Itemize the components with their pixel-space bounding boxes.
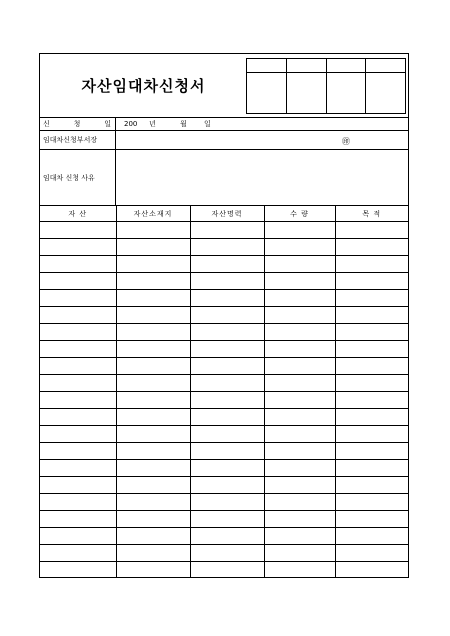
asset-lease-application-form xyxy=(39,53,409,578)
table-cell[interactable] xyxy=(116,426,190,443)
date-year-unit: 년 xyxy=(149,120,156,128)
table-cell[interactable] xyxy=(40,511,116,528)
table-cell[interactable] xyxy=(40,562,116,579)
table-cell[interactable] xyxy=(190,307,264,324)
table-cell[interactable] xyxy=(264,307,335,324)
table-cell[interactable] xyxy=(116,477,190,494)
table-cell[interactable] xyxy=(264,477,335,494)
table-row xyxy=(40,562,408,579)
table-cell[interactable] xyxy=(264,290,335,307)
table-cell[interactable] xyxy=(335,511,408,528)
table-cell[interactable] xyxy=(335,256,408,273)
approval-header-cell xyxy=(326,59,366,73)
table-cell[interactable] xyxy=(190,545,264,562)
approval-sign-cell[interactable] xyxy=(286,73,326,114)
divider xyxy=(40,149,408,150)
table-cell[interactable] xyxy=(116,392,190,409)
table-row xyxy=(40,494,408,511)
table-cell[interactable] xyxy=(116,324,190,341)
table-cell[interactable] xyxy=(190,256,264,273)
table-cell[interactable] xyxy=(335,494,408,511)
divider xyxy=(40,130,408,131)
table-row xyxy=(40,477,408,494)
table-cell[interactable] xyxy=(264,562,335,579)
column-header-asset: 자 산 xyxy=(40,206,116,222)
table-cell[interactable] xyxy=(190,239,264,256)
table-cell[interactable] xyxy=(40,222,116,239)
table-cell[interactable] xyxy=(335,222,408,239)
table-cell[interactable] xyxy=(40,443,116,460)
table-cell[interactable] xyxy=(335,307,408,324)
table-cell[interactable] xyxy=(116,443,190,460)
table-row xyxy=(40,443,408,460)
date-day-unit: 일 xyxy=(204,120,211,128)
table-row xyxy=(40,290,408,307)
table-cell[interactable] xyxy=(190,273,264,290)
label-column-divider xyxy=(115,117,116,205)
table-row xyxy=(40,375,408,392)
table-cell[interactable] xyxy=(264,375,335,392)
approval-sign-cell[interactable] xyxy=(326,73,366,114)
column-header-purpose: 목 적 xyxy=(335,206,408,222)
table-cell[interactable] xyxy=(40,528,116,545)
approval-header-cell xyxy=(366,59,406,73)
table-row xyxy=(40,358,408,375)
table-cell[interactable] xyxy=(116,273,190,290)
table-cell[interactable] xyxy=(116,341,190,358)
approval-sign-cell[interactable] xyxy=(366,73,406,114)
table-cell[interactable] xyxy=(264,256,335,273)
table-row xyxy=(40,511,408,528)
table-row xyxy=(40,324,408,341)
department-head-label: 임대차신청부서장 xyxy=(43,136,98,144)
table-cell[interactable] xyxy=(190,341,264,358)
divider xyxy=(40,117,408,118)
table-cell[interactable] xyxy=(335,477,408,494)
table-cell[interactable] xyxy=(40,273,116,290)
lease-reason-label: 임대차 신청 사유 xyxy=(43,174,95,182)
table-row xyxy=(40,528,408,545)
table-cell[interactable] xyxy=(335,375,408,392)
table-cell[interactable] xyxy=(264,511,335,528)
table-cell[interactable] xyxy=(190,426,264,443)
table-cell[interactable] xyxy=(190,358,264,375)
table-cell[interactable] xyxy=(190,562,264,579)
table-cell[interactable] xyxy=(40,239,116,256)
table-row xyxy=(40,273,408,290)
table-cell[interactable] xyxy=(335,290,408,307)
table-cell[interactable] xyxy=(264,528,335,545)
form-title: 자산임대차신청서 xyxy=(81,77,206,95)
seal-mark[interactable]: ㊞ xyxy=(342,137,350,146)
table-cell[interactable] xyxy=(190,460,264,477)
table-cell[interactable] xyxy=(335,426,408,443)
table-row xyxy=(40,341,408,358)
table-cell[interactable] xyxy=(40,358,116,375)
approval-box xyxy=(246,58,406,114)
table-cell[interactable] xyxy=(264,358,335,375)
table-cell[interactable] xyxy=(40,341,116,358)
table-cell[interactable] xyxy=(190,443,264,460)
table-cell[interactable] xyxy=(116,375,190,392)
application-date-label: 신 청 일 xyxy=(43,120,111,128)
table-row xyxy=(40,239,408,256)
asset-table xyxy=(40,205,408,578)
table-cell[interactable] xyxy=(116,460,190,477)
column-header-asset-name: 자산명력 xyxy=(190,206,264,222)
table-cell[interactable] xyxy=(116,511,190,528)
table-cell[interactable] xyxy=(116,528,190,545)
table-cell[interactable] xyxy=(190,392,264,409)
table-row xyxy=(40,307,408,324)
table-cell[interactable] xyxy=(190,477,264,494)
table-cell[interactable] xyxy=(335,443,408,460)
table-cell[interactable] xyxy=(40,460,116,477)
table-cell[interactable] xyxy=(264,545,335,562)
table-cell[interactable] xyxy=(264,324,335,341)
approval-header-cell xyxy=(286,59,326,73)
table-cell[interactable] xyxy=(116,545,190,562)
table-cell[interactable] xyxy=(335,528,408,545)
table-cell[interactable] xyxy=(264,426,335,443)
table-cell[interactable] xyxy=(116,222,190,239)
table-cell[interactable] xyxy=(40,477,116,494)
table-cell[interactable] xyxy=(335,545,408,562)
table-cell[interactable] xyxy=(335,239,408,256)
table-cell[interactable] xyxy=(116,256,190,273)
table-cell[interactable] xyxy=(116,562,190,579)
table-cell[interactable] xyxy=(40,256,116,273)
table-cell[interactable] xyxy=(264,460,335,477)
table-row xyxy=(40,222,408,239)
table-cell[interactable] xyxy=(190,409,264,426)
table-cell[interactable] xyxy=(40,375,116,392)
table-cell[interactable] xyxy=(40,426,116,443)
table-row xyxy=(40,392,408,409)
asset-table-body xyxy=(40,222,408,579)
table-cell[interactable] xyxy=(335,358,408,375)
table-row xyxy=(40,545,408,562)
table-cell[interactable] xyxy=(190,511,264,528)
table-cell[interactable] xyxy=(264,239,335,256)
table-cell[interactable] xyxy=(40,324,116,341)
table-cell[interactable] xyxy=(335,392,408,409)
table-cell[interactable] xyxy=(264,494,335,511)
table-cell[interactable] xyxy=(335,324,408,341)
approval-sign-cell[interactable] xyxy=(247,73,287,114)
table-cell[interactable] xyxy=(116,239,190,256)
table-cell[interactable] xyxy=(116,307,190,324)
table-cell[interactable] xyxy=(190,222,264,239)
table-row xyxy=(40,460,408,477)
table-cell[interactable] xyxy=(116,494,190,511)
table-cell[interactable] xyxy=(190,324,264,341)
table-cell[interactable] xyxy=(335,341,408,358)
table-row xyxy=(40,409,408,426)
table-cell[interactable] xyxy=(335,409,408,426)
table-cell[interactable] xyxy=(116,409,190,426)
table-cell[interactable] xyxy=(264,443,335,460)
table-cell[interactable] xyxy=(40,307,116,324)
table-cell[interactable] xyxy=(190,375,264,392)
table-cell[interactable] xyxy=(190,494,264,511)
table-cell[interactable] xyxy=(264,392,335,409)
table-row xyxy=(40,426,408,443)
table-cell[interactable] xyxy=(264,341,335,358)
table-cell[interactable] xyxy=(335,273,408,290)
table-cell[interactable] xyxy=(116,358,190,375)
table-cell[interactable] xyxy=(264,222,335,239)
table-cell[interactable] xyxy=(264,409,335,426)
table-cell[interactable] xyxy=(335,460,408,477)
date-year-prefix[interactable]: 200 xyxy=(124,120,138,128)
table-cell[interactable] xyxy=(40,290,116,307)
table-cell[interactable] xyxy=(190,528,264,545)
table-cell[interactable] xyxy=(190,290,264,307)
table-cell[interactable] xyxy=(40,545,116,562)
table-cell[interactable] xyxy=(264,273,335,290)
table-cell[interactable] xyxy=(335,562,408,579)
table-cell[interactable] xyxy=(116,290,190,307)
column-header-location: 자산소재지 xyxy=(116,206,190,222)
date-month-unit: 월 xyxy=(180,120,187,128)
table-cell[interactable] xyxy=(40,392,116,409)
approval-header-cell xyxy=(247,59,287,73)
table-cell[interactable] xyxy=(40,494,116,511)
table-cell[interactable] xyxy=(40,409,116,426)
column-header-quantity: 수 량 xyxy=(264,206,335,222)
table-row xyxy=(40,256,408,273)
